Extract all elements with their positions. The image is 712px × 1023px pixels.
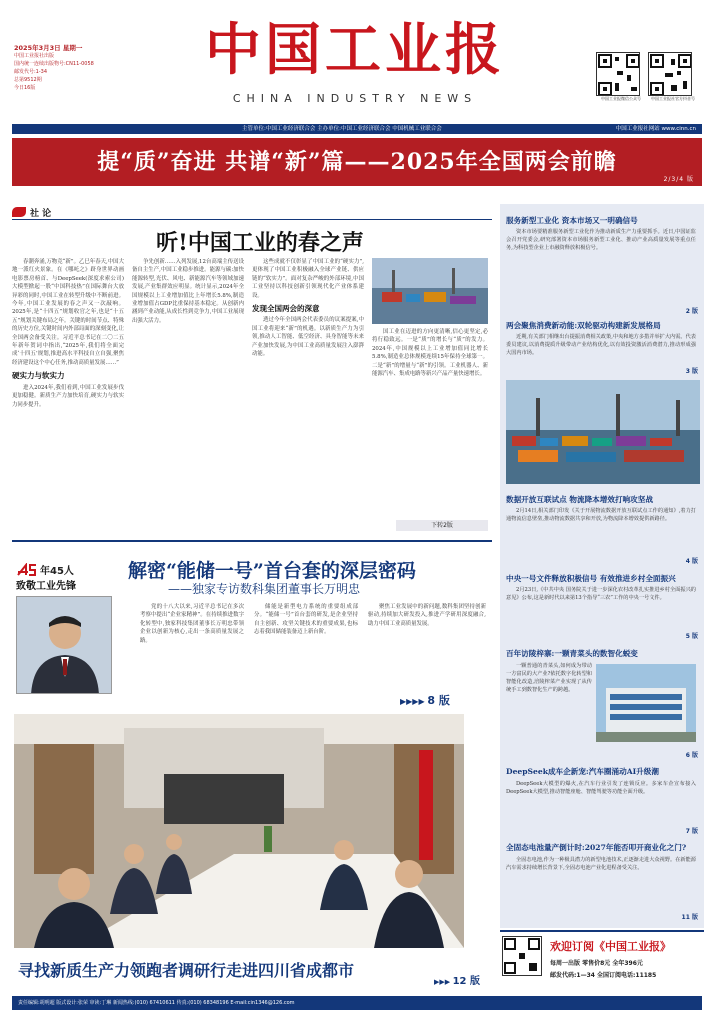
feature-col-1: 党的十八大以来,习近平总书记在多次考察中提出“企业家精神”。在持续推进数字化转型中,独家科技集团董事长万明忠带领企业以创新为核心,走出一条高质量发展之路。 — [140, 604, 244, 644]
issue-date: 2025年3月3日 星期一 — [14, 44, 83, 52]
digest-page[interactable]: 11 版 — [681, 914, 698, 921]
badge-num: 年45人 — [40, 566, 74, 577]
feature-title[interactable]: 解密“能储一号”首台套的深层密码 — [128, 560, 416, 582]
continued-link[interactable]: 下转2版 — [396, 520, 488, 531]
sponsor-text: 主管单位:中国工业经济联合会 主办单位:中国工业经济联合会 中国机械工业联合会 — [242, 126, 442, 132]
qr-caption: 中国工业报社官方抖音号 — [651, 96, 695, 101]
divider — [12, 540, 492, 542]
digest-body: DeepSeek大模型的爆火,在汽车行业引发了连锁反应。多家车企宣布接入DeepSeek大模型,推动智能座舱、智能驾驶等功能全面升级。 — [506, 781, 696, 795]
photo-story-title[interactable]: 寻找新质生产力领跑者调研行走进四川省成都市 — [18, 961, 355, 980]
cn-number: 国内统一连续出版物号:CN11-0058 — [14, 61, 94, 67]
feature-subtitle: ——独家专访数科集团董事长万明忠 — [168, 582, 361, 596]
digest-body: 一颗普通的青菜头,如何成为带动一方富民的大产业?依托数字化转型和智能化改造,涪陵榨菜产业实现了从传统手工到数智化生产的跨越。 — [506, 663, 592, 693]
footer-credits: 责任编辑:胡明超 版式设计:张荣 审读:丁琳 新闻热线:(010) 67410611 传真:(010) 68348196 E-mail:cin1346@126.com — [12, 996, 702, 1010]
digest-title[interactable]: 服务新型工业化 资本市场又一明确信号 — [506, 216, 638, 225]
lead-banner[interactable] — [12, 138, 702, 186]
digest-page[interactable]: 4 版 — [685, 558, 698, 565]
qr-caption: 中国工业报微信公众号 — [601, 96, 641, 101]
qr-code-icon — [502, 936, 542, 976]
triangle-icon: ▶▶▶▶ — [400, 697, 428, 706]
subscribe-title: 欢迎订阅《中国工业报》 — [550, 940, 671, 953]
digest-page[interactable]: 5 版 — [685, 633, 698, 640]
digest-body: 2月14日,相关部门印发《关于开展物流数据开放互联试点工作的通知》,着力打通物流信息壁垒,推动物流数据共享和开放,为物流降本增效提供新路径。 — [506, 508, 696, 522]
subscribe-code: 邮发代码:1—34 全国订阅电话:11185 — [550, 972, 657, 979]
triangle-icon: ▶▶▶ — [434, 978, 453, 986]
editorial-col-1: 春潮奔涌,万物竞“新”。乙巳年春天,中国大地一派红火景象。在《哪吒之》跻身世界动画电影票房榜首、与DeepSeek(深度求索公司)大模型掀起一股“中国科技热”在国际舞台大放异彩的同时,中国工业在转型升级中不断前进。今年,中国工业发展的春之声又一次敲响。2025年,是“十四五”规划收官之年,也是“十五五”规划关键布局之年。关键的时间节点、特殊的历史方位,关键时间内外部局面的深刻变化,让全国两会备受关注。习近平总书记在二〇二五年新年贺词中指出,“2025年,我们将全面完成‘十四五’规划,推进高水平科技自立自强,聚焦经济建设这个中心任务,推动高质量发展……” 硬实力与软实力 进入2024年,我们看到,中国工业发展步伐更加稳健。新质生产力加快培育,硬实力与软实力同步提升。 — [12, 259, 124, 408]
sponsor-bar — [12, 124, 702, 134]
digest-title[interactable]: 中央一号文件释放积极信号 有效推进乡村全面振兴 — [506, 574, 676, 583]
badge-text: 致敬工业先锋 — [16, 581, 76, 592]
factory-photo — [596, 664, 696, 742]
digest-body: 全固态电池,作为一种极具潜力的新型电池技术,正逐渐走进大众视野。在新能源汽车需求持续增长背景下,全固态电池产业化进程备受关注。 — [506, 857, 696, 871]
masthead-en: CHINA INDUSTRY NEWS — [232, 92, 478, 105]
masthead: 中国工业报 — [205, 17, 505, 83]
digest-page[interactable]: 7 版 — [685, 828, 698, 835]
digest-body: 资本市场要精准服务新型工业化作为推动新质生产力重要抓手。近日,中国证监会召开党委会,研究部署资本市场服务新型工业化、推动产业高质量发展等重点任务,为科技型企业上市融资释放积极信号。 — [506, 229, 696, 251]
meeting-photo — [14, 714, 464, 948]
subhead: 发现全国两会的深意 — [252, 304, 320, 314]
feature-col-2: 储能是新型电力系统的重要组成部分。“能储一号”首台套的研发,是企业坚持自主创新、攻坚关键技术的重要成果,也标志着我国储能装备迈上新台阶。 — [254, 604, 358, 636]
page-count: 今日16版 — [14, 85, 36, 91]
banner-page: 2/3/4 版 — [663, 176, 694, 183]
port-photo-small — [372, 258, 488, 324]
editorial-title[interactable]: 听!中国工业的春之声 — [156, 230, 364, 256]
digest-title[interactable]: 百年访陵梓寨:一颗青菜头的数智化蜕变 — [506, 649, 638, 658]
port-photo — [506, 380, 700, 484]
publisher: 中国工业报社出版 — [14, 53, 55, 59]
photo-story-page-link[interactable]: ▶▶▶ 12 版 — [434, 976, 480, 987]
subscribe-box[interactable] — [500, 930, 704, 990]
digest-title[interactable]: DeepSeek成车企新宠:汽车圈涌动AI升级潮 — [506, 767, 659, 776]
portrait-photo — [16, 596, 112, 694]
website-link[interactable]: 中国工业报社网站 www.cinn.cn — [615, 126, 696, 132]
digest-title[interactable]: 数据开放互联试点 物流降本增效打响攻坚战 — [506, 495, 653, 504]
digest-title[interactable]: 两会聚焦消费新动能:双轮驱动构建新发展格局 — [506, 321, 661, 330]
digest-page[interactable]: 6 版 — [685, 752, 698, 759]
digest-body: 2月23日,《中共中央 国务院关于进一步深化农村改革扎实推进乡村全面振兴的意见》公布,这是新时代以来第13个指导“三农”工作的中央一号文件。 — [506, 587, 696, 601]
digest-body: 近期,有关部门相继出台提振消费相关政策,中央和地方多措并举扩大内需。代表委员建议,以消费提质升级带动产业结构优化,以有效投资激活消费潜力,推动形成强大国内市场。 — [506, 334, 696, 356]
pioneer-badge — [16, 562, 112, 592]
subscribe-price: 每周一出版 零售价8元 全年396元 — [550, 960, 643, 967]
subhead: 硬实力与软实力 — [12, 371, 65, 381]
feature-page-link[interactable]: ▶▶▶▶ 8 版 — [400, 694, 450, 707]
editorial-col-3: 这些成就不仅彰显了中国工业的“硬实力”,更体现了中国工业积极融入全球产业链、供应链的“软实力”。面对复杂严峻的外部环境,中国工业坚持以科技创新引领现代化产业体系建设。 发现全国两会的深意 透过今年全国两会代表委员的议案提案,中国工业将迎来“新”的机遇。以新质生产力为引领,推动人工智能、低空经济、具身智能等未来产业加快发展,为中国工业高质量发展注入澎湃动能。 — [252, 259, 364, 358]
editorial-col-2: 争先创新……入列发展,12台高端主传送设备自主生产,中国工业稳步推进。能源与碳:加快能源转型,光伏、风电、新能源汽车等领域加速发展,产业集群效应明显。统计显示,2024年全国规模以上工业增加值比上年增长5.8%,制造业增加值占GDP比重保持基本稳定。从创新内涵到产业动能,从成长性到竞争力,中国工业展现出强大活力。 — [132, 259, 244, 324]
banner-title: 提“质”奋进 共谱“新”篇——2025年全国两会前瞻 — [97, 149, 617, 175]
postal-code: 邮发代号:1-34 — [14, 69, 48, 75]
issue-total: 总第9512期 — [14, 77, 42, 83]
editorial-col-4: 国工业在迈进的方向更清晰,信心更坚定,必将行稳致远。一是“质”的增长与“质”的发力。2024年,中国规模以上工业增加值同比增长5.8%,制造业总体规模连续15年保持全球第一。二是“新”的增量与“新”的引领。工业机器人、新能源汽车、集成电路等新兴产品产量快速增长。 — [372, 329, 488, 378]
logo-45-icon — [16, 563, 38, 577]
digest-title[interactable]: 全固态电池量产倒计时:2027年能否叩开商业化之门? — [506, 843, 687, 852]
digest-page[interactable]: 3 版 — [685, 368, 698, 375]
digest-page[interactable]: 2 版 — [685, 308, 698, 315]
section-mark-icon — [12, 207, 26, 217]
qr-wechat[interactable] — [596, 52, 646, 102]
qr-code-icon — [648, 52, 692, 96]
section-rule — [12, 219, 492, 220]
section-label: 社 论 — [12, 206, 51, 219]
issue-info — [14, 44, 154, 92]
qr-douyin[interactable] — [648, 52, 698, 102]
qr-code-icon — [596, 52, 640, 96]
feature-col-3: 聚焦工业发展中的新问题,数科集团坚持创新驱动,持续加大研发投入,推进产学研用深度融合,助力中国工业高质量发展。 — [368, 604, 486, 627]
